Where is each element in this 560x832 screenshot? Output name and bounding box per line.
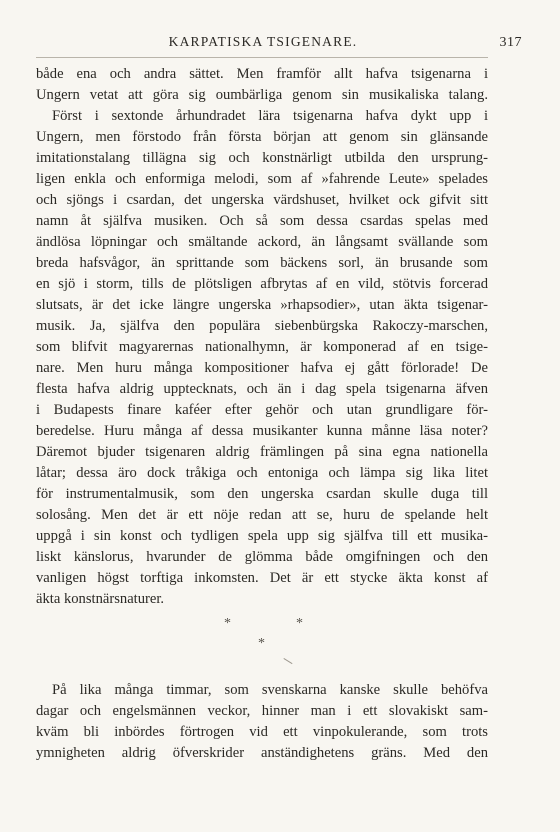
text-line: ligen enkla och enformiga melodi, som af »fahrende Leute» spelades <box>36 171 488 187</box>
text-line: kväm bli inbördes förtrogen vid ett vinpokulerande, som trots <box>36 724 488 740</box>
text-line: nare. Men huru många kompositioner hafva ej gått förlorade! De <box>36 360 488 376</box>
section-separator <box>0 636 560 656</box>
text-line: imitationstalang tillägna sig och konstnärligt utbilda den ursprung- <box>36 150 488 166</box>
text-line: Däremot bjuder tsigenaren aldrig främlingen på sina egna nationella <box>36 444 488 460</box>
text-line: både ena och andra sättet. Men framför allt hafva tsigenarna i <box>36 66 488 82</box>
text-line: breda hafsvågor, än sprittande som bäckens sorl, än brusande som <box>36 255 488 271</box>
text-line: för instrumentalmusik, som den ungerska csardan skulle duga till <box>36 486 488 502</box>
header-rule <box>36 57 488 58</box>
text-line: liskt känslorus, hvarunder de glömma både omgifningen och den <box>36 549 488 565</box>
text-line: och sjöngs i csardan, det ungerska värdshuset, hvilket ock gifvit sitt <box>36 192 488 208</box>
separator-star: * <box>296 616 303 631</box>
text-line: beredelse. Huru många af dessa musikanter kunna månne läsa noter? <box>36 423 488 439</box>
page-number: 317 <box>499 35 522 50</box>
text-line: äkta konstnärsnaturer. <box>36 591 165 607</box>
text-line: ändlösa löpningar och smältande ackord, än långsamt svällande som <box>36 234 488 250</box>
text-line: Först i sextonde århundradet lära tsigenarna hafva dykt upp i <box>52 108 488 124</box>
text-line: vanligen högst torftiga inkomsten. Det är ett stycke äkta konst af <box>36 570 488 586</box>
separator-star: * <box>258 636 265 651</box>
text-line: ymnigheten aldrig öfverskrider anständighetens gräns. Med den <box>36 745 488 761</box>
separator-star: * <box>224 616 231 631</box>
running-title: KARPATISKA TSIGENARE. <box>168 34 358 49</box>
text-line: låtar; dessa äro dock tråkiga och entoniga och lämpa sig lika litet <box>36 465 488 481</box>
text-line: uppgå i sin konst och tydligen spela upp sig själfva till ett musika- <box>36 528 488 544</box>
text-line: en sjö i storm, tills de plötsligen afbrytas af en vild, stötvis forcerad <box>36 276 488 292</box>
section-separator <box>0 616 560 636</box>
text-line: dagar och engelsmännen veckor, hinner man i ett slovakiskt sam- <box>36 703 488 719</box>
text-line: slutsats, är det icke längre ungerska »rhapsodier», utan äkta tsigenar- <box>36 297 488 313</box>
text-line: solosång. Men det är ett nöje redan att se, huru de spelande helt <box>36 507 488 523</box>
text-line: musik. Ja, själfva den populära siebenbürgska Rakoczy-marschen, <box>36 318 488 334</box>
text-line: i Budapests finare kaféer efter gehör och utan grundligare för- <box>36 402 488 418</box>
text-line: Ungern, men förstodo från första början att genom sin glänsande <box>36 129 488 145</box>
text-line: som blifvit magyarernas nationalhymn, är komponerad af en tsige- <box>36 339 488 355</box>
running-head <box>0 34 560 52</box>
text-line: Ungern vetat att göra sig oumbärliga genom sin musikaliska talang. <box>36 87 488 103</box>
text-line: På lika många timmar, som svenskarna kanske skulle behöfva <box>52 682 488 698</box>
text-line: namn åt själfva musiken. Och så som dessa csardas spelas med <box>36 213 488 229</box>
text-line: flesta hafva aldrig upptecknats, och än i dag spela tsigenarna äfven <box>36 381 488 397</box>
ink-mark <box>279 658 292 671</box>
